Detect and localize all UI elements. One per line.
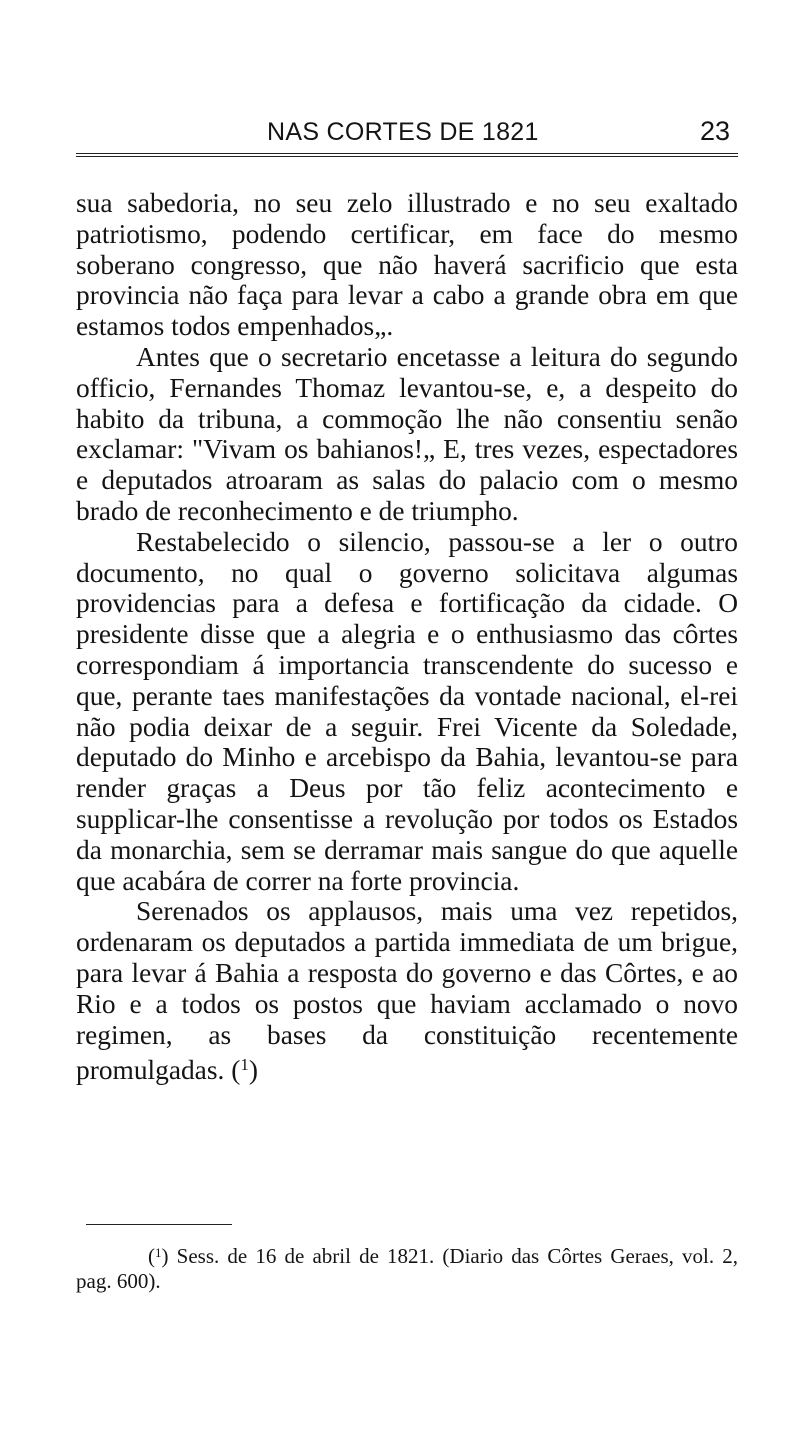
page-header	[76, 112, 738, 152]
header-double-rule	[76, 153, 738, 157]
note-reference-close: )	[248, 1055, 258, 1086]
footnote-separator	[86, 1224, 232, 1225]
footnote	[76, 1240, 738, 1294]
footnote-mark-number: 1	[155, 1245, 162, 1260]
running-title: NAS CORTES DE 1821	[267, 118, 539, 146]
footnote-mark-open: (	[148, 1244, 155, 1268]
paragraph-2: Antes que o secretario encetasse a leitura do segundo officio, Fernandes Thomaz levantou-se, e, a despeito do habito da tribuna, a commoção lhe não consentiu senão exclamar: "Vivam os bahianos!„ E, tres vezes, espectadores e deputados atroaram as salas do palacio com o mesmo brado de reconhecimento e de triumpho.	[76, 341, 738, 526]
page-number: 23	[699, 116, 730, 146]
paragraph-3: Restabelecido o silencio, passou-se a ler o outro documento, no qual o governo solicitava algumas providencias para a defesa e fortificação da cidade. O presidente disse que a alegria e o enthusiasmo das côrtes correspondiam á importancia transcendente do sucesso e que, perante taes manifestações da vontade nacional, el-rei não podia deixar de a seguir. Frei Vicente da Soledade, deputado do Minho e arcebispo da Bahia, levantou-se para render graças a Deus por tão feliz acontecimento e supplicar-lhe consentisse a revolução por todos os Estados da monarchia, sem se derramar mais sangue do que aquelle que acabára de correr na forte provincia.	[76, 526, 738, 896]
paragraph-1: sua sabedoria, no seu zelo illustrado e no seu exaltado patriotismo, podendo certificar, em face do mesmo soberano congresso, que não haverá sacrificio que esta provincia não faça para levar a cabo a grande obra em que estamos todos empenhados„.	[76, 188, 738, 342]
footnote-mark	[148, 1244, 169, 1268]
note-reference-open: (	[224, 1055, 241, 1086]
footnote-text: Sess. de 16 de abril de 1821. (Diario das Côrtes Geraes, vol. 2, pag. 600).	[76, 1244, 738, 1293]
book-page	[76, 112, 738, 1293]
paragraph-4-text: Serenados os applausos, mais uma vez repetidos, ordenaram os deputados a partida immediata de um brigue, para levar á Bahia a resposta do governo e das Côrtes, e ao Rio e a todos os postos que haviam acclamado o novo regimen, as bases da constituição recentemente promulgadas.	[76, 896, 738, 1086]
note-reference-number: 1	[240, 1055, 249, 1075]
footnote-mark-close: )	[161, 1244, 169, 1268]
paragraph-4	[76, 896, 738, 1086]
body-text	[76, 188, 738, 1086]
